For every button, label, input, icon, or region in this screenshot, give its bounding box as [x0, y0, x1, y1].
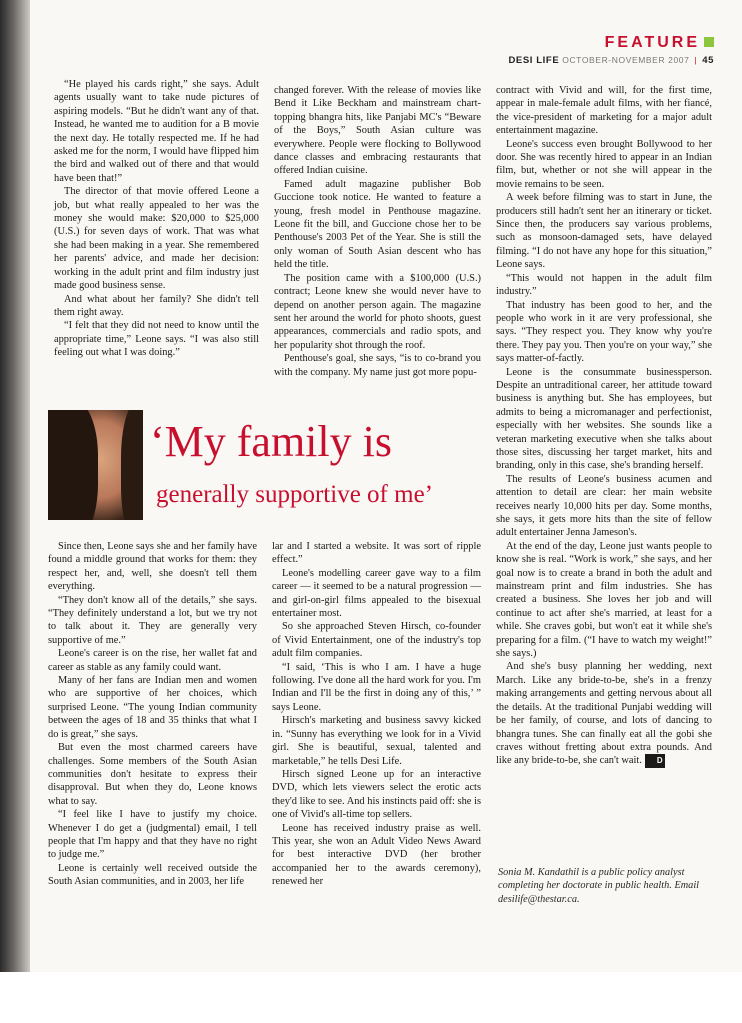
section-name: DESI LIFE — [508, 55, 560, 66]
feature-label — [508, 34, 714, 52]
paragraph: contract with Vivid and will, for the first time, appear in male-female adult films, with her fiancé, the vice-president of marketing for a major adult entertainment magazine. — [496, 85, 712, 137]
paragraph: lar and I started a website. It was sort of ripple effect.” — [272, 541, 481, 566]
feature-text: FEATURE — [604, 34, 700, 51]
paragraph: That industry has been good to her, and the people who work in it are very professional, she says. “They respect you. They know why you're there. They pay you. Then you're on your way,” she says matter-of-factly. — [496, 299, 712, 365]
paragraph: A week before filming was to start in June, the producers still hadn't sent her an itinerary or ticket. Since then, the producers say various problems, such as monsoon-damaged sets, have delayed filming. “I do not have any hope for this situation,” Leone says. — [496, 192, 712, 271]
page-bottom-edge — [0, 972, 742, 1023]
paragraph — [496, 660, 712, 767]
feature-color-box — [704, 37, 714, 47]
paragraph: At the end of the day, Leone just wants people to know she is real. “Work is work,” she says, and her goal now is to create a brand in both the adult and mainstream print and film industries. She has created a business. She loves her job and will continue to act after she's married, at least for a while. She craves gobi, but won't eat it while she's preparing for a film. (“I have to watch my weight!” she says.) — [496, 540, 712, 660]
end-mark-icon: D — [645, 754, 665, 767]
final-paragraph-text: And she's busy planning her wedding, next March. Like any bride-to-be, she's in a frenzy making arrangements and getting nervous about all the details. At the traditional Punjabi wedding will be her family, of course, and lots of dancing to bhangra tunes. She can finally eat all the gobi she craves without fretting about extra pounds. And like any bride-to-be, she can't wait. — [496, 661, 712, 767]
column-1-bottom — [48, 540, 257, 889]
page-number: 45 — [702, 55, 714, 66]
paragraph: The results of Leone's business acumen and attention to detail are clear: her main website receives nearly 10,000 hits per day. Some months, she says, it gets more hits than the site of fellow adult entertainer Jenna Jameson's. — [496, 473, 712, 539]
folio — [508, 55, 714, 66]
photo-hair-right — [121, 410, 143, 520]
paragraph: “He played his cards right,” she says. Adult agents usually want to take nude pictures of aspiring models. “But he didn't want any of that. Instead, he wanted me to audition for a B movie the next day. He totally respected me. If he had asked me for the norm, I would have flipped him the bird and walked out of there and that would have been that!” — [54, 79, 259, 184]
paragraph: Leone's success even brought Bollywood to her door. She was recently hired to appear in an Indian film, but, whether or not she will appear in the movie remains to be seen. — [496, 138, 712, 190]
paragraph: Leone is the consummate businessperson. Despite an untraditional career, her attitude toward business is anything but. She has employees, but admits to being a micromanager and perfectionist, especially with her websites. She sounds like a veteran marketing executive when she talks about those sites, discussing her target market, hits and branding, only in this case, she's branding herself. — [496, 366, 712, 472]
paragraph: “I said, ‘This is who I am. I have a huge following. I've done all the hard work for you. I'm Indian and I'll be the first in doing any of this,’ ” says Leone. — [272, 661, 481, 713]
paragraph: Hirsch's marketing and business savvy kicked in. “Sunny has everything we look for in a Vivid girl. She is beautiful, sexual, talented and marketable,” he tells Desi Life. — [272, 715, 481, 767]
paragraph: Since then, Leone says she and her family have found a middle ground that works for them: they respect her, and, well, she doesn't tell them everything. — [48, 541, 257, 593]
pull-quote-line-1: ‘My family is — [150, 417, 392, 466]
paragraph: Famed adult magazine publisher Bob Guccione took notice. He wanted to feature a young, fresh model in Penthouse magazine. Leone fit the bill, and Guccione chose her to be Penthouse's 2003 Pet of the Year. She is still the only woman of South Asian descent who has held the title. — [274, 178, 481, 271]
paragraph: “This would not happen in the adult film industry.” — [496, 272, 712, 298]
photo-hair-left — [48, 410, 98, 520]
pull-quote-line-2: generally supportive of me’ — [156, 481, 433, 508]
paragraph: The director of that movie offered Leone a job, but what really appealed to her was the money she would make: $20,000 to $25,000 (U.S.) for seven days of work. That was what she had been making in a year. She remembered her parents' advice, and made her decision: working in the adult print and film industry just made good business sense. — [54, 186, 259, 292]
portrait-photo — [48, 410, 143, 520]
issue-date: OCTOBER-NOVEMBER 2007 — [562, 55, 690, 65]
column-3 — [496, 84, 712, 768]
paragraph: changed forever. With the release of movies like Bend it Like Beckham and mainstream chart-topping bhangra hits, like Panjabi MC's “Beware of the Boys,” South Asian culture was everywhere. People were flocking to Bollywood dance classes and embracing restaurants that offered Indian cuisine. — [274, 85, 481, 177]
author-credit: Sonia M. Kandathil is a public policy analyst completing her doctorate in public health. Email desilife@thestar.ca. — [498, 867, 700, 905]
page-header — [508, 34, 714, 66]
column-2-bottom — [272, 540, 481, 889]
binding-spine — [0, 0, 30, 1023]
paragraph: So she approached Steven Hirsch, co-founder of Vivid Entertainment, one of the industry's top adult film companies. — [272, 621, 481, 660]
paragraph: But even the most charmed careers have challenges. Some members of the South Asian communities don't hesitate to express their disapproval. But when they do, Leone knows what to say. — [48, 742, 257, 807]
paragraph: “I feel like I have to justify my choice. Whenever I do get a (judgmental) email, I tell people that I'm happy and that they have no right to judge me.” — [48, 809, 257, 861]
paragraph: Leone's career is on the rise, her wallet fat and career as stable as any family could want. — [48, 648, 257, 673]
paragraph: Many of her fans are Indian men and women who are supportive of her choices, which surprised Leone. “The young Indian community between the ages of 18 and 35 thinks that what I do is great,” she says. — [48, 675, 257, 740]
paragraph: “They don't know all of the details,” she says. “They definitely understand a lot, but we try not to talk about it. They are generally very supportive of me.” — [48, 594, 257, 646]
column-1-top — [54, 78, 259, 360]
folio-divider: | — [694, 55, 698, 65]
paragraph: Hirsch signed Leone up for an interactive DVD, which lets viewers select the erotic acts they'd like to see. And his instincts paid off: she is one of Vivid's all-time top sellers. — [272, 768, 481, 821]
column-2-top — [274, 84, 481, 379]
paragraph: Leone is certainly well received outside the South Asian communities, and in 2003, her life — [48, 862, 257, 888]
paragraph: The position came with a $100,000 (U.S.) contract; Leone knew she would never have to depend on another person again. The magazine sent her around the world for photo shoots, guest appearances, commercials and radio spots, and her popularity shot through the roof. — [274, 272, 481, 351]
paragraph: Penthouse's goal, she says, “is to co-brand you with the company. My name just got more popu- — [274, 353, 481, 378]
paragraph: Leone has received industry praise as well. This year, she won an Adult Video News Award for best interactive DVD (her brother accompanied her to the awards ceremony), renewed her — [272, 822, 481, 888]
paragraph: “I felt that they did not need to know until the appropriate time,” Leone says. “I was also still feeling out what I was doing.” — [54, 320, 259, 359]
paragraph: And what about her family? She didn't tell them right away. — [54, 293, 259, 318]
paragraph: Leone's modelling career gave way to a film career — it seemed to be a natural progression — and girl-on-girl films appealed to the bisexual entertainer most. — [272, 567, 481, 620]
